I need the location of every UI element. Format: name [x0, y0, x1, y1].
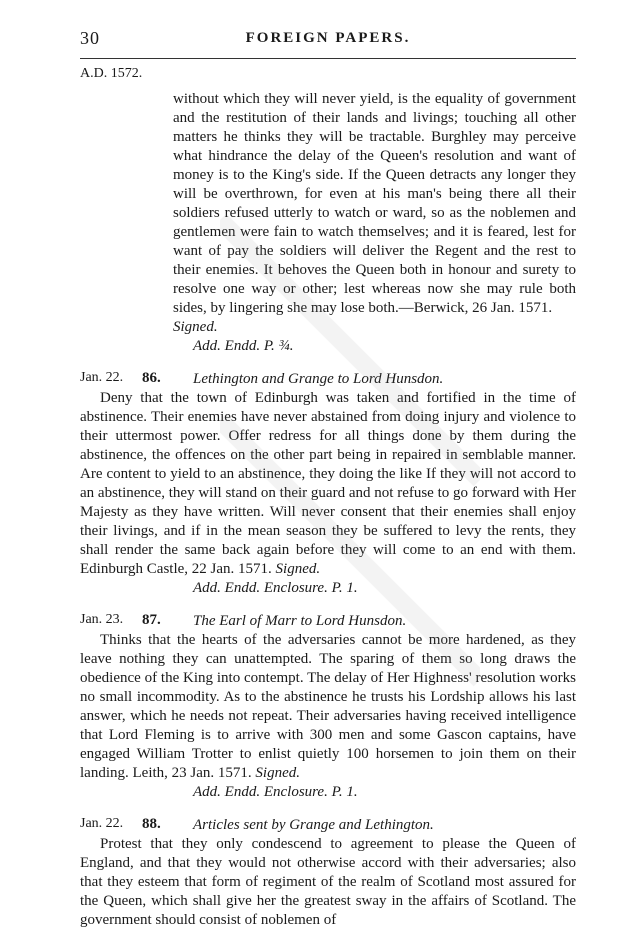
entry-date: Jan. 22.	[80, 816, 124, 831]
continuation-signed: Signed.	[173, 319, 218, 335]
continuation-text: without which they will never yield, is the equality of government and the restitution of their lands and livings; touching all other matters he thinks they will be tractable. Burghley may perceive what hindrance the delay of the Queen's resolution and want of money is to the King's side. If the Queen detracts any longer they will be overthrown, for even at his man's being there all their soldiers refused utterly to watch or ward, so as the noblemen and gentlemen were fain to watch themselves; and it is feared, lest for want of pay the soldiers will deliver the Regent and the rest to their enemies. It behoves the Queen both in honour and surety to resolve one way or other; lest whereas now she may rule both sides, by lingering she may lose both.—Berwick, 26 Jan. 1571.	[173, 91, 576, 316]
entry-meta: Add. Endd. Enclosure. P. 1.	[193, 580, 358, 596]
entry-text: Thinks that the hearts of the adversaries cannot be more hardened, as they leave nothing they can unattempted. The sparing of them so long draws the obedience of the King into contempt. The delay of Her Highness' resolution works no small incommodity. As to the abstinence he trusts his Lordship allows his last answer, which he needs not repeat. Their adversaries having received intelligence that Lord Fleming is to arrive with 300 men and some Gascon captains, have engaged William Trotter to enlist quietly 100 horsemen to join them on their landing. Leith, 23 Jan. 1571.	[80, 632, 576, 781]
entry-date: Jan. 22.	[80, 370, 124, 385]
continuation-block	[80, 90, 576, 356]
entry-text: Protest that they only condescend to agreement to please the Queen of England, and that they would not otherwise accord with their adversaries; also that they esteem that form of regiment of the realm of Scotland most assured for the Queen, which shall give her the greatest sway in the affairs of Scotland. The government should consist of noblemen of	[80, 836, 576, 928]
margin-year: A.D. 1572.	[80, 66, 143, 81]
entry-title: Lethington and Grange to Lord Hunsdon.	[193, 371, 444, 387]
entry-date: Jan. 23.	[80, 612, 124, 627]
entry-87	[80, 612, 576, 802]
entry-title: Articles sent by Grange and Lethington.	[193, 817, 434, 833]
entry-text: Deny that the town of Edinburgh was taken and fortified in the time of abstinence. Their enemies have never abstained from doing injury and violence to their uttermost power. Offer redress for all things done by them during the abstinence, the offences on the other part being in repaired in semblable manner. Are content to yield to an abstinence, they doing the like If they will not accord to an abstinence, they will stand on their guard and not refuse to go forward with Her Majesty as they have written. Will never consent that their enemies shall enjoy their livings, and if in the mean season they be suffered to levy the rents, they shall render the same back again before they will come to an end with them. Edinburgh Castle, 22 Jan. 1571.	[80, 390, 576, 577]
entry-signed: Signed.	[255, 765, 300, 781]
entry-number: 86.	[142, 370, 161, 386]
entry-signed: Signed.	[275, 561, 321, 577]
entry-number: 87.	[142, 612, 161, 628]
entry-86	[80, 370, 576, 598]
entry-title: The Earl of Marr to Lord Hunsdon.	[193, 613, 407, 629]
page-header	[80, 28, 576, 56]
page-number: 30	[80, 28, 100, 48]
entry-meta: Add. Endd. Enclosure. P. 1.	[193, 784, 358, 800]
document-body	[80, 90, 576, 930]
header-rule	[80, 58, 576, 59]
entry-88	[80, 816, 576, 930]
continuation-meta: Add. Endd. P. ¾.	[193, 338, 294, 354]
entry-number: 88.	[142, 816, 161, 832]
running-title: FOREIGN PAPERS.	[245, 30, 411, 46]
